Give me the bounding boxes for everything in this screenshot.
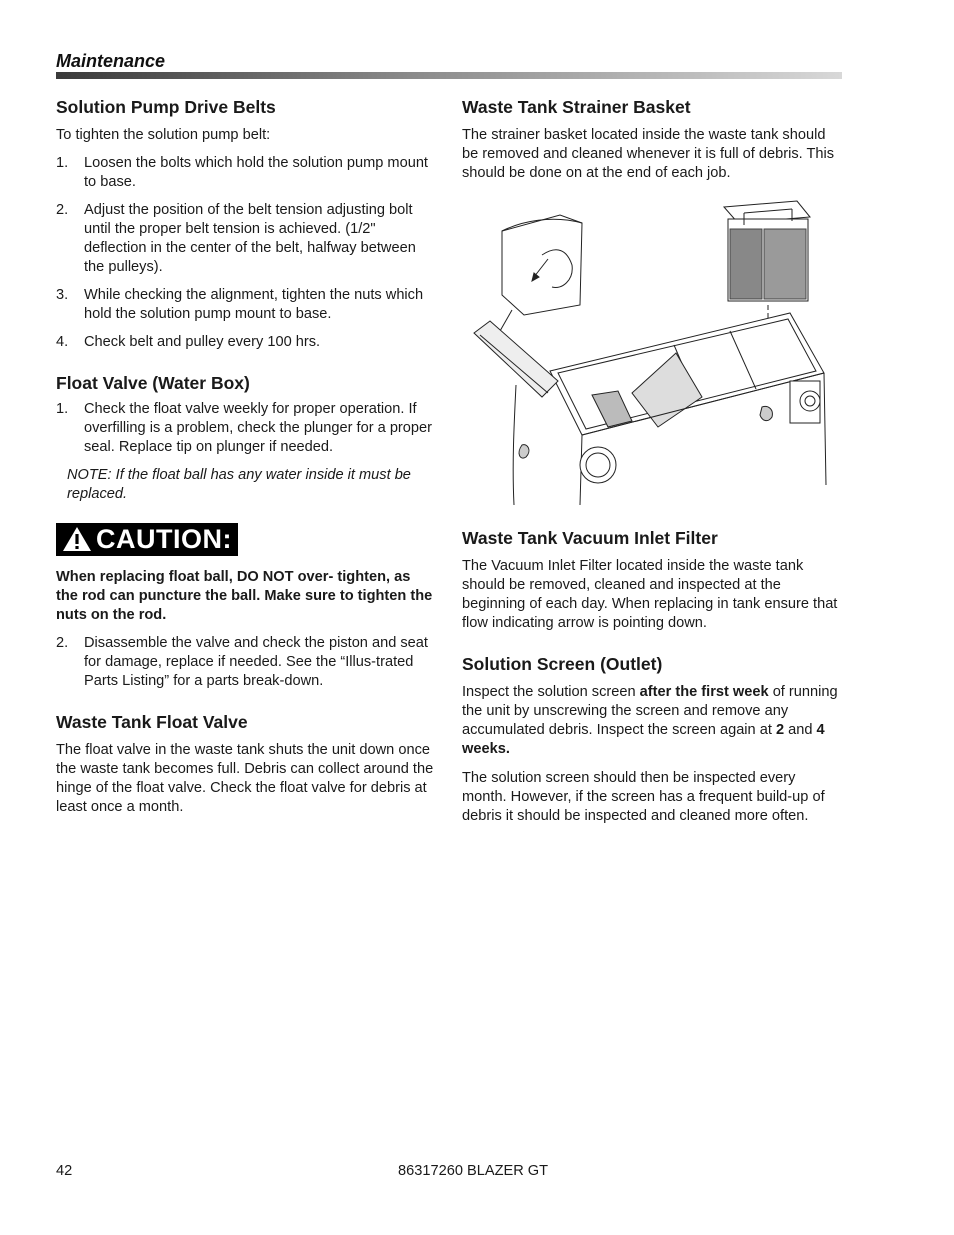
text-run-bold: 2 xyxy=(775,722,785,738)
document-id: 86317260 BLAZER GT xyxy=(398,1163,549,1179)
step-text: Disassemble the valve and check the piston and seat for damage, replace if needed. See the “Illus-trated Parts Listing” for a parts break-down. xyxy=(84,635,428,689)
strainer-text: The strainer basket located inside the waste tank should be removed and cleaned whenever it is full of debris. This should be done on at the end of each job. xyxy=(462,127,835,181)
step-text: While checking the alignment, tighten the nuts which hold the solution pump mount to base. xyxy=(84,287,424,322)
screen-heading: Solution Screen (Outlet) xyxy=(462,654,663,674)
step-text: Adjust the position of the belt tension adjusting bolt until the proper belt tension is achieved. (1/2" deflection in the center of the belt, halfway between the pulleys). xyxy=(84,202,416,275)
text-run-bold: 4 weeks. xyxy=(462,722,825,757)
screen-text-2: The solution screen should then be inspected every month. However, if the screen has a frequent build-up of debris it should be inspected and cleaned more often. xyxy=(462,770,825,824)
waste-tank-strainer-illustration xyxy=(462,195,842,505)
waste-tank xyxy=(474,313,826,505)
text-run: of running the unit by unscrewing the screen and remove any accumulated debris. Inspect the screen again at xyxy=(462,684,838,738)
caution-label: CAUTION: xyxy=(96,523,232,554)
screen-text-1 xyxy=(462,683,842,759)
list-item xyxy=(56,333,434,352)
section-label: Maintenance xyxy=(56,51,166,71)
step-text: Loosen the bolts which hold the solution pump mount to base. xyxy=(84,155,428,190)
strainer-basket xyxy=(724,201,810,301)
list-item xyxy=(56,154,434,192)
caution-text: When replacing float ball, DO NOT over- tighten, as the rod can puncture the ball. Make sure to tighten the nuts on the rod. xyxy=(56,569,433,623)
detail-callout xyxy=(492,215,582,345)
inlet-filter-text: The Vacuum Inlet Filter located inside the waste tank should be removed, cleaned and inspected at the beginning of each day. When replacing in tank ensure that flow indicating arrow is pointing down. xyxy=(462,558,838,631)
pump-belts-heading: Solution Pump Drive Belts xyxy=(56,97,276,117)
list-item xyxy=(56,201,434,277)
text-run: and xyxy=(784,722,817,738)
float-ball-note: NOTE: If the float ball has any water inside it must be replaced. xyxy=(67,467,411,502)
step-number: 3. xyxy=(56,287,69,303)
step-number: 1. xyxy=(56,155,69,171)
step-number: 2. xyxy=(56,202,69,218)
waste-float-heading: Waste Tank Float Valve xyxy=(56,712,248,732)
list-item xyxy=(56,634,434,691)
strainer-heading: Waste Tank Strainer Basket xyxy=(462,97,691,117)
inlet-filter-heading: Waste Tank Vacuum Inlet Filter xyxy=(462,528,718,548)
list-item xyxy=(56,400,434,457)
pump-belts-intro: To tighten the solution pump belt: xyxy=(56,127,271,143)
left-column xyxy=(56,96,434,817)
list-item xyxy=(56,286,434,324)
waste-float-text: The float valve in the waste tank shuts the unit down once the waste tank becomes full. Debris can collect around the hinge of the float valve. Check the float valve for debris at least once a month. xyxy=(56,742,434,815)
text-run: Inspect the solution screen xyxy=(462,684,640,700)
step-number: 1. xyxy=(56,401,69,417)
step-text: Check belt and pulley every 100 hrs. xyxy=(84,334,321,350)
warning-triangle-icon xyxy=(62,526,92,552)
float-valve-steps-2 xyxy=(56,634,434,691)
right-column xyxy=(462,96,842,826)
header-rule xyxy=(56,72,842,79)
pump-belts-steps xyxy=(56,154,434,352)
step-number: 4. xyxy=(56,334,69,350)
page-number: 42 xyxy=(56,1163,73,1179)
float-valve-heading: Float Valve (Water Box) xyxy=(56,373,250,393)
caution-banner xyxy=(56,523,238,556)
float-valve-steps xyxy=(56,400,434,457)
step-number: 2. xyxy=(56,635,69,651)
text-run-bold: after the first week xyxy=(639,684,769,700)
step-text: Check the float valve weekly for proper operation. If overfilling is a problem, check the plunger for a proper seal. Replace tip on plunger if needed. xyxy=(84,401,432,455)
